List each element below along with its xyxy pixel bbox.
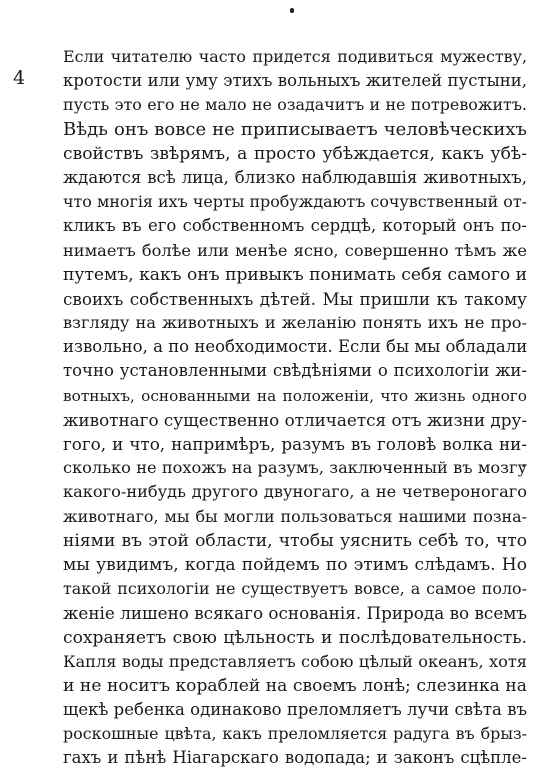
text-line: щекѣ ребенка одинаково преломляетъ лучи свѣта въ (63, 700, 527, 720)
text-line: Если читателю часто придется подивиться мужеству, (63, 47, 527, 66)
text-line: пусть это его не мало не озадачитъ и не потревожитъ. (63, 95, 527, 115)
text-line: такой психологіи не существуетъ вовсе, а самое поло- (63, 579, 527, 599)
body-text (63, 45, 527, 771)
text-line: Вѣдь онъ вовсе не приписываетъ человѣческихъ (63, 118, 527, 140)
text-line: путемъ, какъ онъ привыкъ понимать себя самого и (63, 264, 527, 285)
text-line: ждаются всѣ лица, близко наблюдавшія животныхъ, (63, 167, 527, 187)
text-line: свойствъ звѣрямъ, а просто убѣждается, какъ убѣ- (63, 143, 527, 164)
text-line: нимаетъ болѣе или менѣе ясно, совершенно тѣмъ же (63, 240, 527, 260)
text-line: кликъ въ его собственномъ сердцѣ, который онъ по- (63, 216, 527, 236)
text-line: вотныхъ, основанными на положеніи, что жизнь одного (63, 386, 527, 405)
print-mark (290, 8, 294, 13)
text-line: сохраняетъ свою цѣльность и послѣдовательность. (63, 627, 527, 648)
text-line: животнаго, мы бы могли пользоваться нашими позна- (63, 506, 527, 526)
text-line: точно установленными свѣдѣніями о психологіи жи- (63, 361, 527, 381)
text-line: Капля воды представляетъ собою цѣлый океанъ, хотя (63, 651, 527, 671)
text-line: гого, и что, напримѣръ, разумъ въ головѣ волка ни- (63, 434, 527, 454)
page-number: 4 (13, 67, 26, 89)
text-line: гахъ и пѣнѣ Ніагарскаго водопада; и законъ сцѣпле- (63, 748, 527, 768)
text-line: ніями въ этой области, чтобы уяснить себѣ то, что (63, 530, 527, 551)
text-line: роскошные цвѣта, какъ преломляется радуга въ брыз- (63, 724, 527, 744)
text-line: извольно, а по необходимости. Если бы мы обладали (63, 337, 528, 357)
text-line: что многія ихъ черты пробуждаютъ сочувственный от- (63, 192, 527, 212)
text-line: кротости или уму этихъ вольныхъ жителей пустыни, (63, 71, 527, 91)
text-line: животнаго существенно отличается отъ жизни дру- (63, 409, 527, 430)
text-line: и не носитъ кораблей на своемъ лонѣ; слезинка на (63, 675, 527, 696)
text-line: мы увидимъ, когда пойдемъ по этимъ слѣдамъ. Но (63, 554, 527, 575)
text-line: какого-нибудь другого двуногаго, а не четвероногаго (63, 482, 527, 502)
text-line: взгляду на животныхъ и желанію понять ихъ не про- (63, 313, 527, 333)
text-line: сколько не похожъ на разумъ, заключенный въ мозгу (63, 458, 527, 478)
text-line: своихъ собственныхъ дѣтей. Мы пришли къ такому (63, 288, 527, 309)
text-line: женіе лишено всякаго основанія. Природа во всемъ (63, 603, 527, 624)
